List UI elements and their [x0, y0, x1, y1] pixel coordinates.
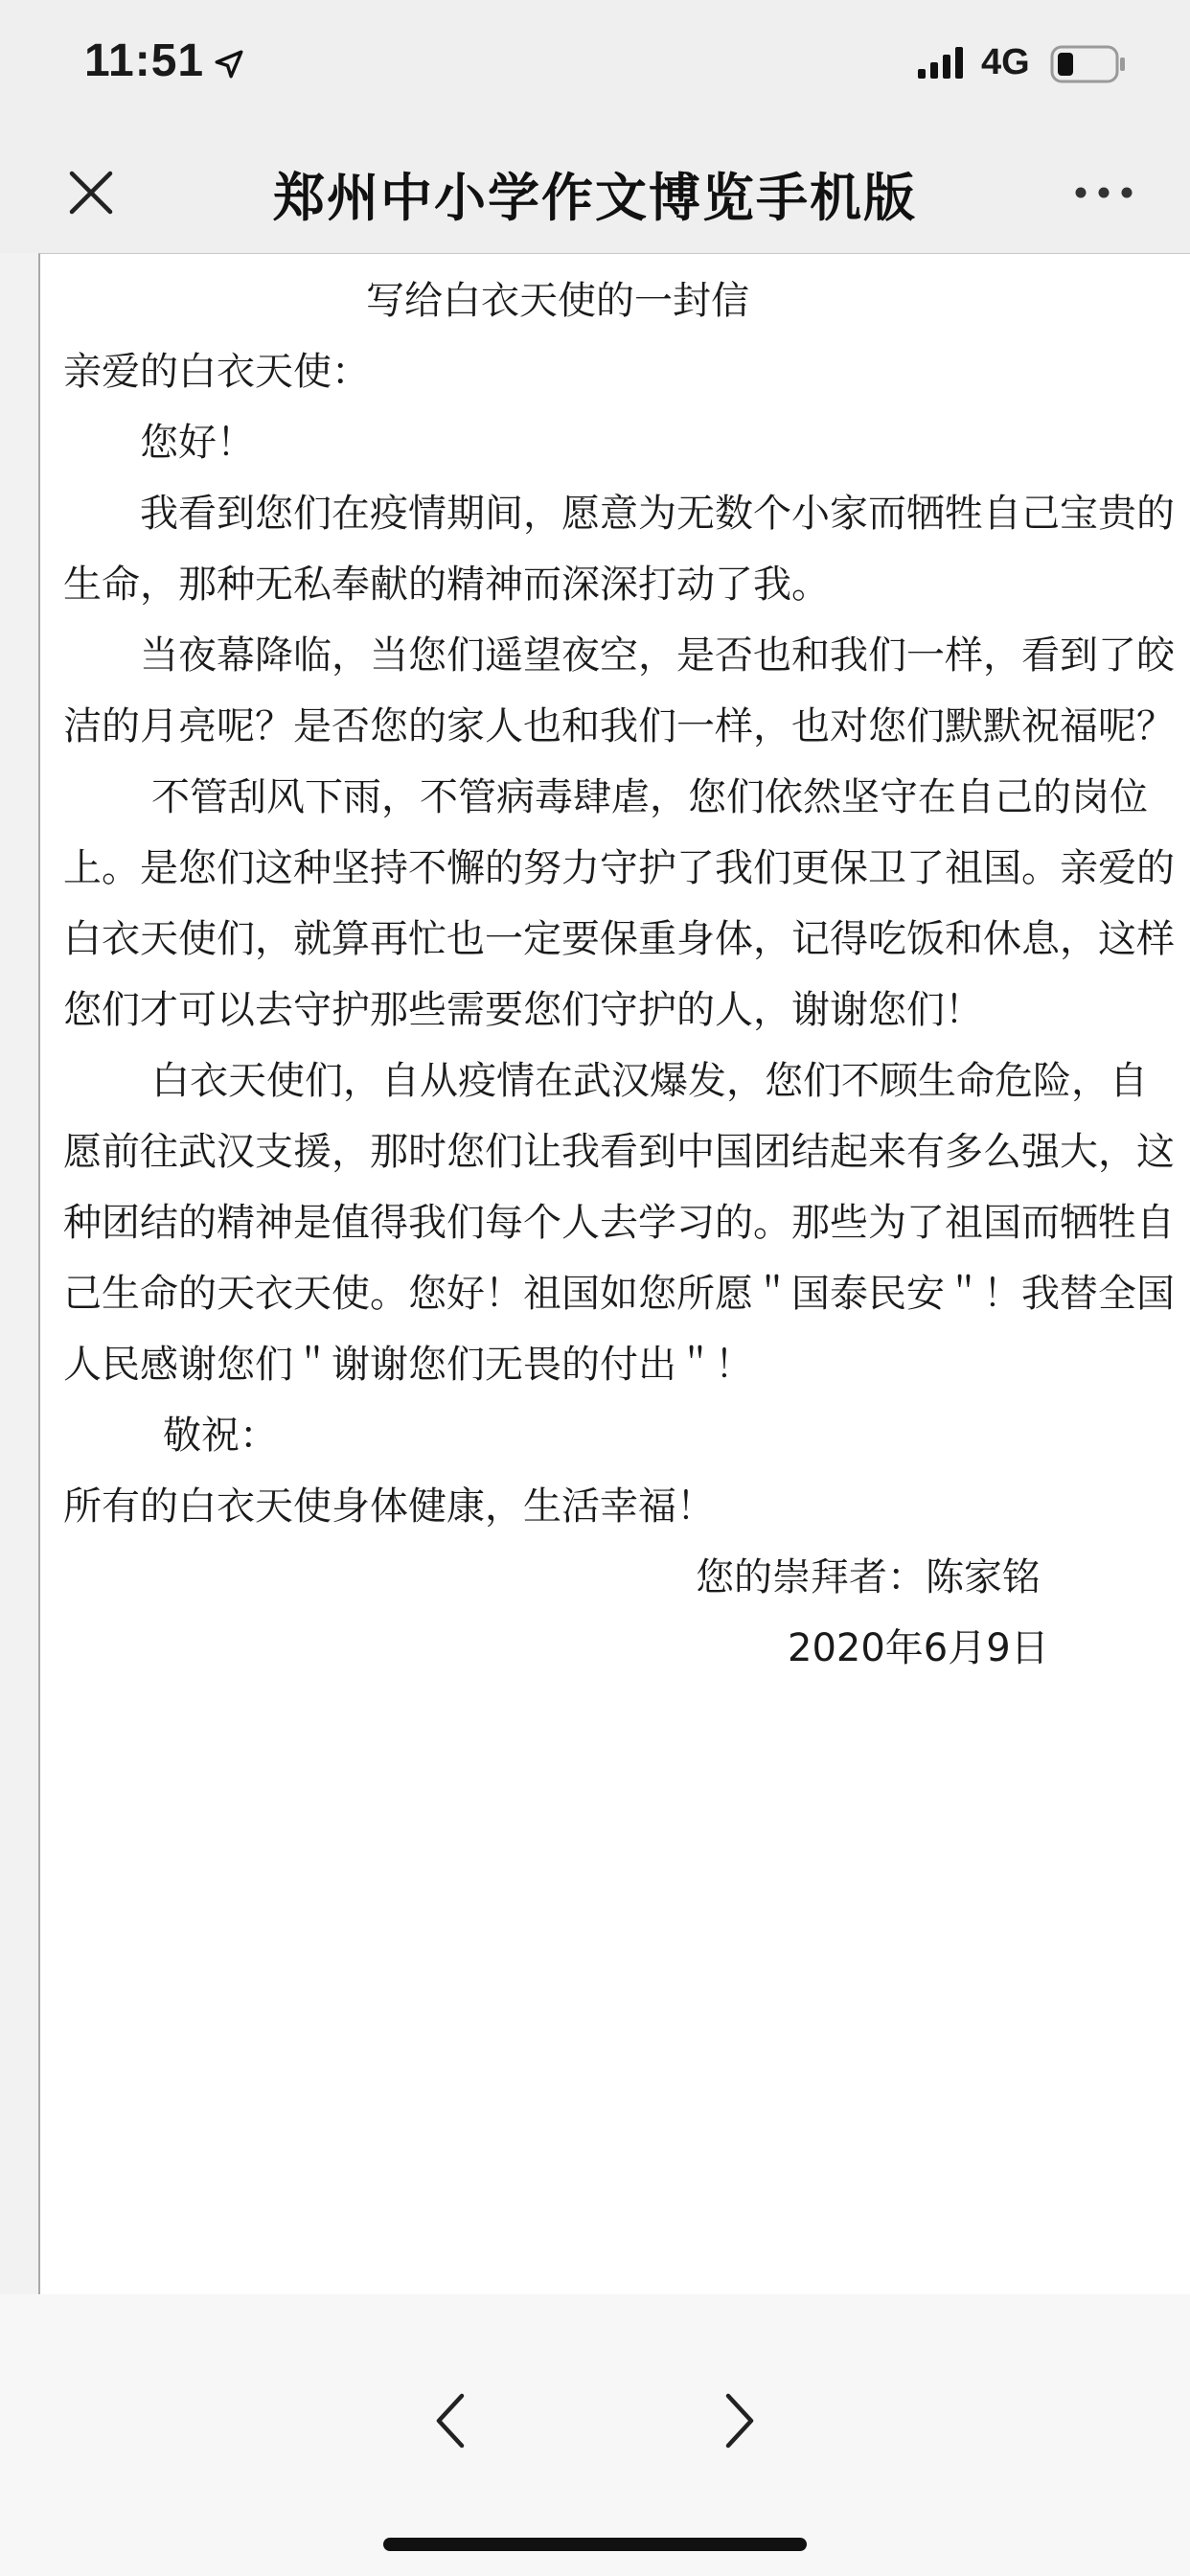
status-bar: [0, 0, 1190, 132]
letter-signature: 您的崇拜者：陈家铭: [696, 1555, 1041, 1599]
signal-icon: [918, 46, 966, 80]
home-indicator[interactable]: [383, 2538, 807, 2551]
letter-wish: 所有的白衣天使身体健康，生活幸福！: [63, 1484, 715, 1529]
page-title: 郑州中小学作文博览手机版: [273, 168, 917, 228]
close-icon: [67, 169, 115, 217]
letter-blessing: 敬祝：: [163, 1414, 278, 1458]
chevron-right-icon: [721, 2390, 759, 2451]
letter-paragraph: 不管刮风下雨，不管病毒肆虐，您们依然坚守在自己的岗位上。是您们这种坚持不懈的努力守护了我们更保卫了祖国。亲爱的白衣天使们，就算再忙也一定要保重身体，记得吃饭和休息，这样您们才可以去守护那些需要您们守护的人，谢谢您们！: [63, 775, 1175, 1032]
location-arrow-icon: [213, 48, 245, 80]
more-button[interactable]: [1065, 159, 1142, 226]
letter-paragraph: 白衣天使们，自从疫情在武汉爆发，您们不顾生命危险，自愿前往武汉支援，那时您们让我看到中国团结起来有多么强大，这种团结的精神是值得我们每个人去学习的。那些为了祖国而牺牲自己生命的天衣天使。您好！祖国如您所愿＂国泰民安＂！我替全国人民感谢您们＂谢谢您们无畏的付出＂！: [63, 1059, 1175, 1387]
close-button[interactable]: [57, 159, 125, 226]
letter-document: [38, 253, 1190, 2294]
letter-paragraph: 我看到您们在疫情期间，愿意为无数个小家而牺牲自己宝贵的生命，那种无私奉献的精神而深深打动了我。: [63, 492, 1175, 607]
letter-paragraph: 当夜幕降临，当您们遥望夜空，是否也和我们一样，看到了皎洁的月亮呢？是否您的家人也和我们一样，也对您们默默祝福呢？: [63, 633, 1175, 748]
forward-button[interactable]: [701, 2373, 778, 2469]
letter-greeting: 您好！: [140, 421, 255, 465]
letter-salutation: 亲爱的白衣天使：: [63, 350, 370, 394]
network-label: 4G: [981, 42, 1030, 82]
chevron-left-icon: [431, 2390, 469, 2451]
letter-body: [63, 265, 1175, 1684]
bottom-toolbar: [0, 2294, 1190, 2576]
back-button[interactable]: [412, 2373, 489, 2469]
more-icon: [1073, 185, 1134, 200]
letter-date: 2020年6月9日: [788, 1626, 1049, 1670]
nav-bar: [0, 132, 1190, 253]
battery-icon: [1050, 44, 1127, 84]
status-time: 11:51: [84, 35, 205, 86]
letter-title: 写给白衣天使的一封信: [366, 279, 749, 323]
